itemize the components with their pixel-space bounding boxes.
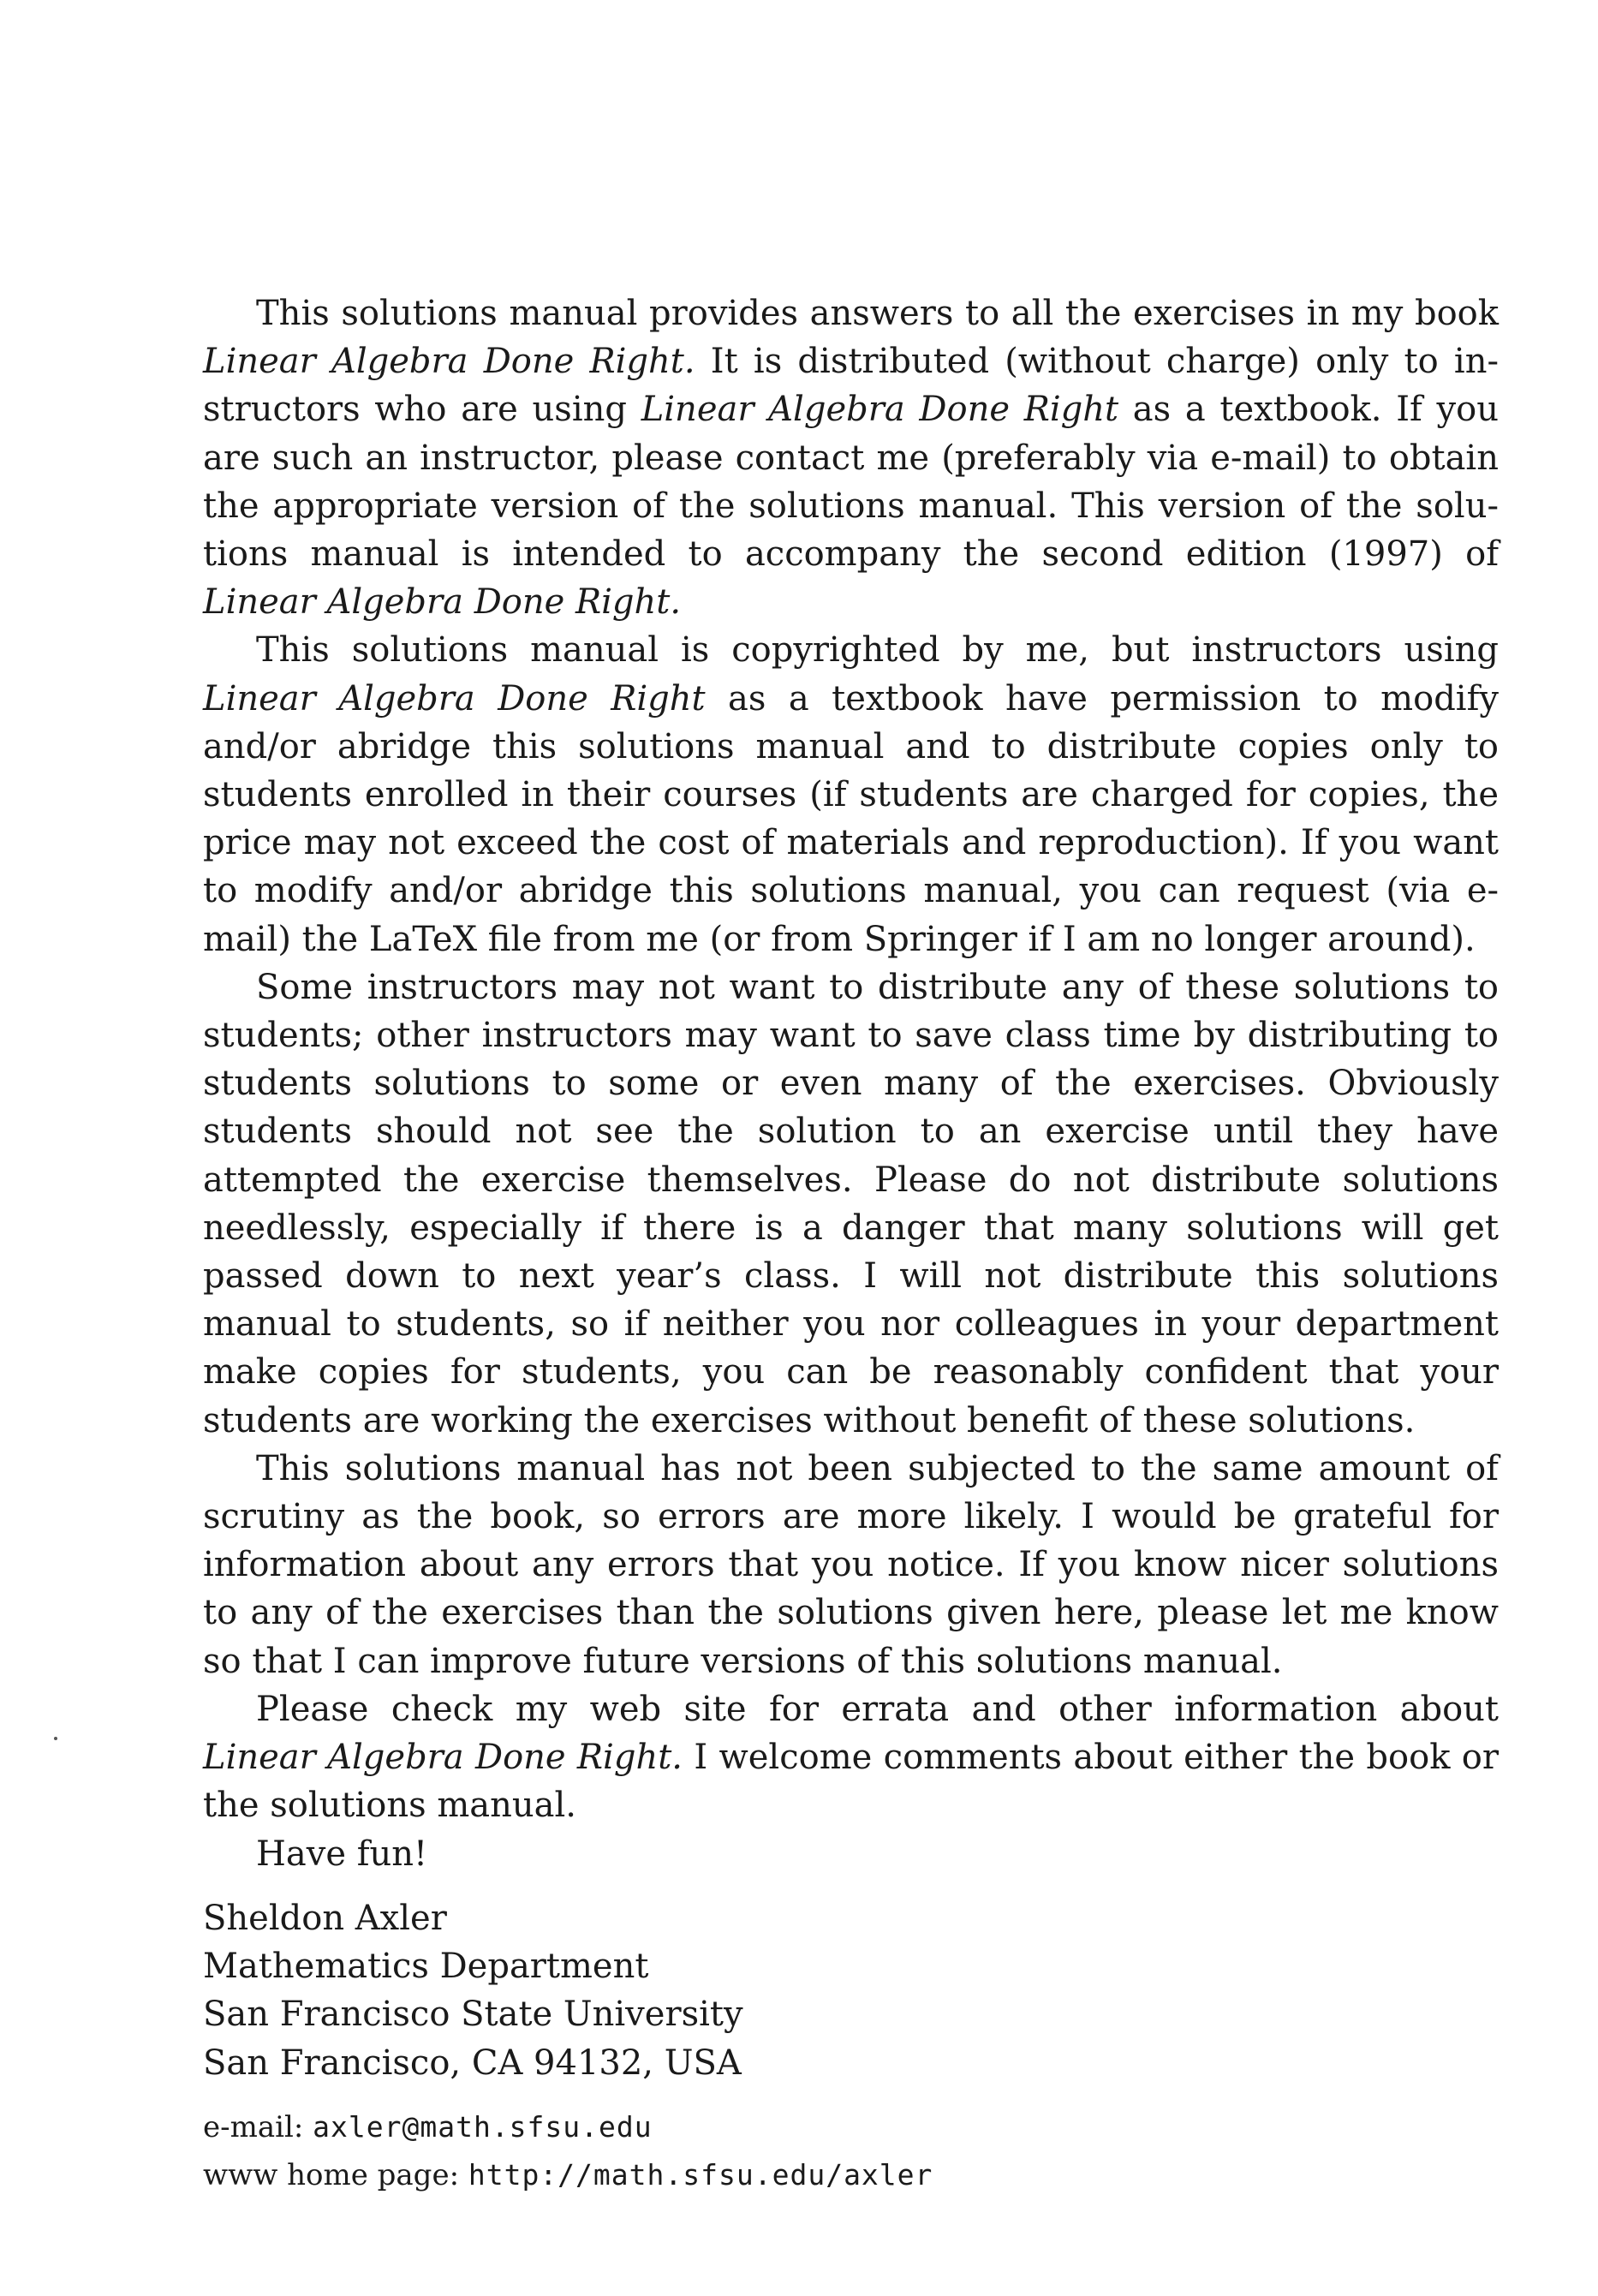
- paragraph-text: This solutions manual provides answers to all the exercises in my book: [256, 294, 1499, 333]
- paragraph-text: Have fun!: [256, 1834, 428, 1874]
- book-title-text: Linear Algebra Done Right.: [203, 582, 682, 623]
- paragraph: [203, 1445, 1499, 1685]
- email-address: axler@math.sfsu.edu: [313, 2110, 653, 2144]
- city-address: San Francisco, CA 94132, USA: [203, 2043, 742, 2083]
- scan-speck: [54, 1737, 57, 1740]
- contact-info: [203, 2103, 1499, 2199]
- paragraph: [203, 963, 1499, 1445]
- book-title-text: Linear Algebra Done Right: [203, 678, 706, 719]
- author-name: Sheldon Axler: [203, 1899, 447, 1938]
- email-line: [203, 2103, 1499, 2151]
- paragraph: [203, 1830, 1499, 1878]
- paragraph-text: as a textbook. If you are such an instructor, please contact me (preferably via e-mail) to obtain the appropriate version of the solutions manual. This version of the solutions manual is intended to accompany the second edition (1997) of: [203, 390, 1499, 575]
- paragraph-text: This solutions manual has not been subjected to the same amount of scrutiny as the book, so errors are more likely. I would be grateful for information about any errors that you notice. If you know nicer solutions to any of the exercises than the solutions given here, please let me know so that I can improve future versions of this solutions manual.: [203, 1448, 1499, 1681]
- paragraph-text: as a textbook have permission to modify and/or abridge this solutions manual and to distribute copies only to students enrolled in their courses (if students are charged for copies, the price may not exceed the cost of materials and reproduction). If you want to modify and/or abridge this solutions manual, you can request (via e-mail) the LaTeX file from me (or from Springer if I am no longer around).: [203, 678, 1499, 959]
- university: San Francisco State University: [203, 1995, 743, 2035]
- paragraph: [203, 626, 1499, 963]
- paragraph-text: It is distributed (without charge) only to instructors who are using: [203, 342, 1499, 430]
- book-title-text: Linear Algebra Done Right.: [203, 1738, 683, 1778]
- book-title-text: Linear Algebra Done Right: [641, 390, 1119, 430]
- homepage-url: http://math.sfsu.edu/axler: [468, 2158, 933, 2192]
- book-title-text: Linear Algebra Done Right.: [203, 342, 695, 382]
- paragraph-text: Please check my web site for errata and other information about: [256, 1689, 1499, 1729]
- homepage-line: [203, 2151, 1499, 2199]
- paragraph-text: Some instructors may not want to distribute any of these solutions to students; other instructors may want to save class time by distributing to students solutions to some or even many of the exercises. Obviously students should not see the solution to an exercise until they have attempted the exercise themselves. Please do not distribute solutions needlessly, especially if there is a danger that many solutions will get passed down to next year’s class. I will not distribute this solutions manual to students, so if neither you nor colleagues in your department make copies for students, you can be reasonably confident that your students are working the exercises without benefit of these solutions.: [203, 967, 1499, 1440]
- paragraph-text: I welcome comments about either the book or the solutions manual.: [203, 1738, 1500, 1826]
- department: Mathematics Department: [203, 1947, 649, 1987]
- email-label: e-mail:: [203, 2110, 313, 2144]
- homepage-label: www home page:: [203, 2158, 468, 2192]
- paragraph: [203, 289, 1499, 626]
- paragraph: [203, 1685, 1499, 1830]
- author-address: [203, 1894, 1499, 2087]
- preface-body: [203, 289, 1499, 1878]
- paragraph-text: This solutions manual is copyrighted by me, but instructors using: [256, 630, 1499, 671]
